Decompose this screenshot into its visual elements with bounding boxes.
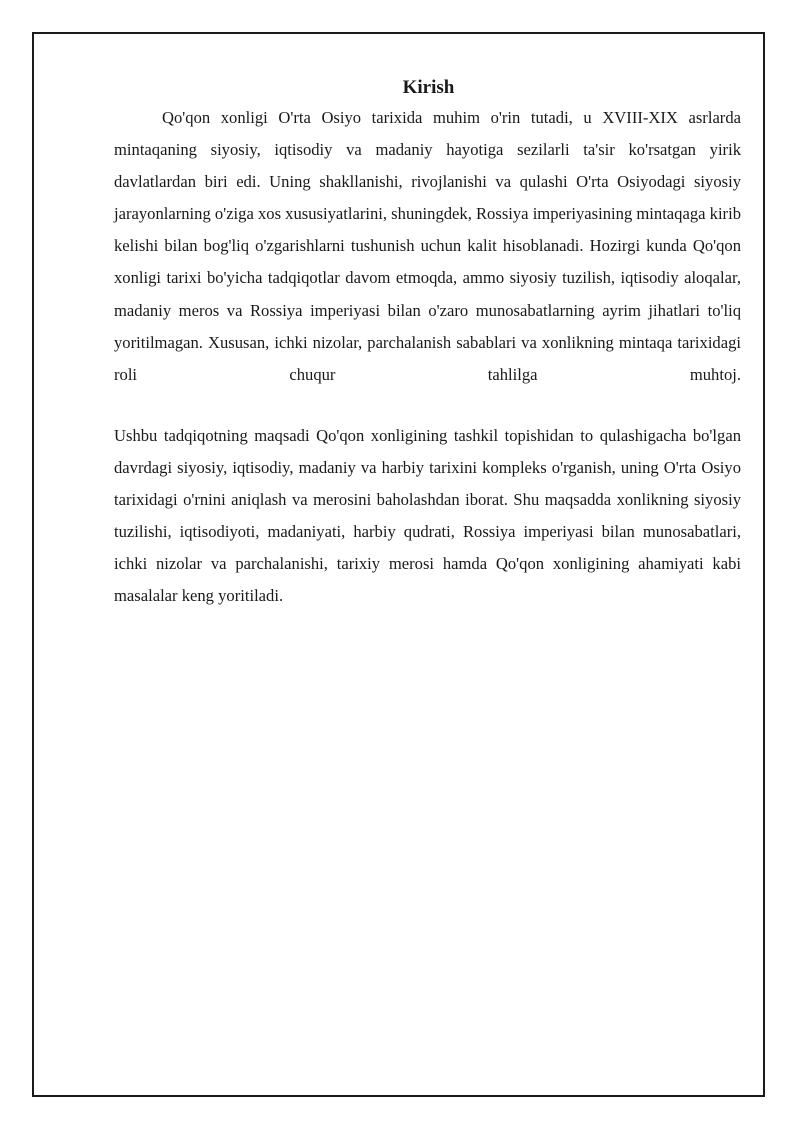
document-title: Kirish [402,77,455,98]
paragraph-introduction: Qo'qon xonligi O'rta Osiyo tarixida muhim o'rin tutadi, u XVIII-XIX asrlarda mintaqaning siyosiy, iqtisodiy va madaniy hayotiga sezilarli ta'sir ko'rsatgan yirik davlatlardan biri edi. Uning shakllanishi, rivojlanishi va qulashi O'rta Osiyodagi siyosiy jarayonlarning o'ziga xos xususiyatlarini, shuningdek, Rossiya imperiyasining mintaqaga kirib kelishi bilan bog'liq o'zgarishlarni tushunish uchun kalit hisoblanadi. Hozirgi kunda Qo'qon xonligi tarixi bo'yicha tadqiqotlar davom etmoqda, ammo siyosiy tuzilish, iqtisodiy aloqalar, madaniy meros va Rossiya imperiyasi bilan o'zaro munosabatlarning ayrim jihatlari to'liq yoritilmagan. Xususan, ichki nizolar, parchalanish sabablari va xonlikning mintaqa tarixidagi roli chuqur tahlilga muhtoj. [114,108,741,384]
document-body [114,74,741,612]
paragraph-research-goal: Ushbu tadqiqotning maqsadi Qo'qon xonligining tashkil topishidan to qulashigacha bo'lgan davrdagi siyosiy, iqtisodiy, madaniy va harbiy tarixini kompleks o'rganish, uning O'rta Osiyo tarixidagi o'rnini aniqlash va merosini baholashdan iborat. Shu maqsadda xonlikning siyosiy tuzilishi, iqtisodiyoti, madaniyati, harbiy qudrati, Rossiya imperiyasi bilan munosabatlari, ichki nizolar va parchalanishi, tarixiy merosi hamda Qo'qon xonligining ahamiyati kabi masalalar keng yoritiladi. [114,425,741,606]
